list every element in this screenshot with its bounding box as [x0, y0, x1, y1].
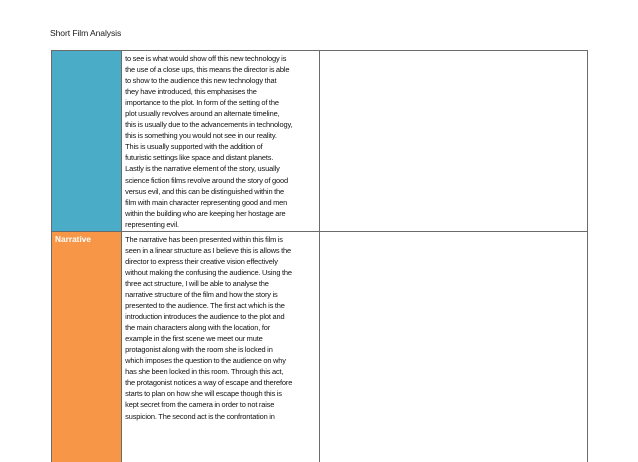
analysis-text-cell — [122, 51, 320, 232]
analysis-text: to see is what would show off this new technology is the use of a close ups, this means the director is able to show to the audience this new technology that they have introduced, this emphasises the importance to the plot. In form of the setting of the plot usually revolves around an alternate timeline, this is usually due to the advancements in technology, this is something you would not see in our reality. This is usually supported with the addition of futuristic settings like space and distant planets. Lastly is the narrative element of the story, usually science fiction films revolve around the story of good versus evil, and this can be distinguished within the film with main character representing good and men within the building who are keeping her hostage are representing evil. — [125, 54, 293, 229]
table-row — [52, 231, 588, 462]
row-label-cell — [52, 231, 122, 462]
document-header: Short Film Analysis — [50, 28, 122, 38]
empty-notes-cell — [320, 51, 588, 232]
analysis-text-cell — [122, 231, 320, 462]
row-label-narrative: Narrative — [55, 233, 91, 244]
analysis-text: The narrative has been presented within this film is seen in a linear structure as I believe this is allows the director to express their creative vision effectively without making the confusing the audience. Using the three act structure, I will be able to analyse the narrative structure of the film and how the story is presented to the audience. The first act which is the introduction introduces the audience to the plot and the main characters along with the location, for example in the first scene we meet our mute protagonist along with the room she is locked in which imposes the question to the audience on why has she been locked in this room. Through this act, the protagonist notices a way of escape and therefore starts to plan on how she will escape though this is kept secret from the camera in order to not raise suspicion. The second act is the confrontation in — [125, 234, 293, 421]
empty-notes-cell — [320, 231, 588, 462]
table-row — [52, 51, 588, 232]
analysis-table — [51, 50, 588, 462]
row-label — [52, 51, 121, 53]
row-label-cell — [52, 51, 122, 232]
